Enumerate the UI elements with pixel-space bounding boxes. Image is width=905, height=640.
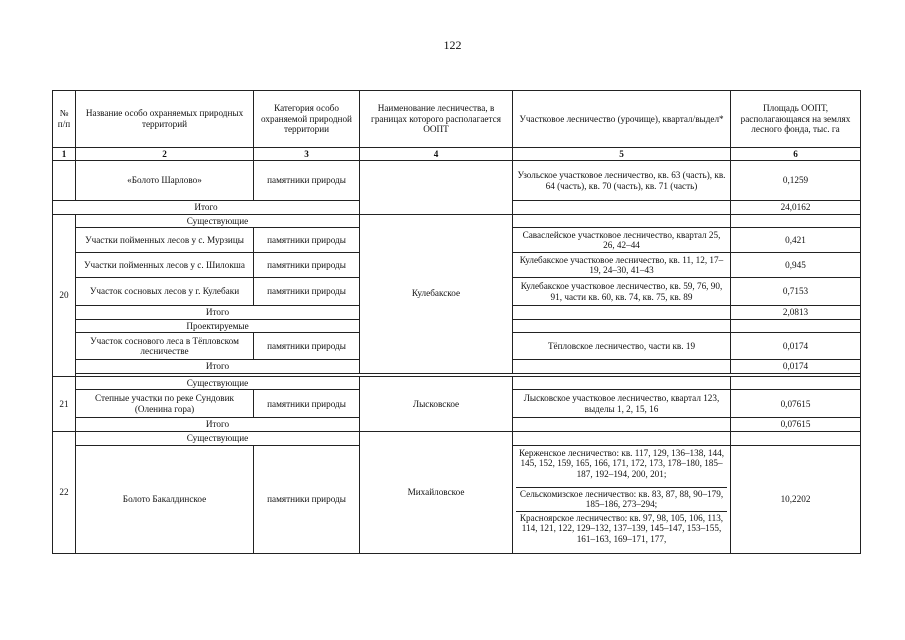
section-row (53, 214, 861, 228)
location-cell (513, 445, 731, 553)
forestry-cell: Михайловское (360, 432, 513, 554)
location-cell (513, 306, 731, 320)
column-number: 1 (53, 148, 76, 161)
header-area: Площадь ООПТ, располагающаяся на землях лесного фонда, тыс. га (731, 91, 861, 148)
location-cell: Кулебакское участковое лесничество, кв. 59, 76, 90, 91, части кв. 60, кв. 74, кв. 75, кв. 89 (513, 278, 731, 306)
section-row (53, 376, 861, 390)
oopt-name: Степные участки по реке Сундовик (Оленина гора) (76, 390, 254, 418)
location-part: Красноярское лесничество: кв. 97, 98, 105, 106, 113, 114, 121, 122, 129–132, 137–139, 145–147, 153–155, 161–163, 169–171, 177, (519, 512, 724, 544)
location-cell: Узольское участковое лесничество, кв. 63 (часть), кв. 64 (часть), кв. 70 (часть), кв. 71 (часть) (513, 161, 731, 201)
area-cell: 0,7153 (731, 278, 861, 306)
total-area: 0,07615 (731, 418, 861, 432)
oopt-category: памятники природы (254, 228, 360, 253)
oopt-category: памятники природы (254, 278, 360, 306)
location-cell: Саваслейское участковое лесничество, квартал 25, 26, 42–44 (513, 228, 731, 253)
location-cell (513, 319, 731, 333)
column-number: 6 (731, 148, 861, 161)
total-label: Итого (76, 306, 360, 320)
area-cell: 0,945 (731, 253, 861, 278)
header-location: Участковое лесничество (урочище), квартал/выдел* (513, 91, 731, 148)
total-label: Итого (76, 418, 360, 432)
oopt-name: «Болото Шарлово» (76, 161, 254, 201)
location-cell: Тёпловское лесничество, части кв. 19 (513, 333, 731, 360)
oopt-category: памятники природы (254, 253, 360, 278)
location-part: Керженское лесничество: кв. 117, 129, 136–138, 144, 145, 152, 159, 165, 166, 171, 172, 173, 178–180, 185–187, 192–194, 200, 201; (516, 447, 727, 488)
forestry-cell: Лысковское (360, 376, 513, 431)
oopt-table (52, 90, 861, 554)
location-cell (513, 376, 731, 390)
location-part: Сельскомизское лесничество: кв. 83, 87, 88, 90–179, 185–186, 273–294; (516, 488, 727, 512)
oopt-name: Болото Бакалдинское (76, 445, 254, 553)
table-row (53, 161, 861, 201)
location-cell (513, 201, 731, 215)
oopt-name: Участок сосновых лесов у г. Кулебаки (76, 278, 254, 306)
column-number: 5 (513, 148, 731, 161)
oopt-category: памятники природы (254, 161, 360, 201)
area-cell: 0,421 (731, 228, 861, 253)
oopt-name: Участок соснового леса в Тёпловском лесничестве (76, 333, 254, 360)
oopt-name: Участки пойменных лесов у с. Мурзицы (76, 228, 254, 253)
location-cell: Лысковское участковое лесничество, квартал 123, выделы 1, 2, 15, 16 (513, 390, 731, 418)
total-area: 0,0174 (731, 360, 861, 374)
location-cell (513, 432, 731, 446)
column-number: 2 (76, 148, 254, 161)
header-forestry: Наименование лесничества, в границах которого располагается ООПТ (360, 91, 513, 148)
forestry-cell (360, 161, 513, 215)
location-cell: Кулебакское участковое лесничество, кв. 11, 12, 17–19, 24–30, 41–43 (513, 253, 731, 278)
row-num: 21 (53, 376, 76, 431)
area-cell (731, 376, 861, 390)
header-num: № п/п (53, 91, 76, 148)
area-cell (731, 214, 861, 228)
column-number: 3 (254, 148, 360, 161)
total-area: 24,0162 (731, 201, 861, 215)
section-existing: Существующие (76, 214, 360, 228)
section-existing: Существующие (76, 432, 360, 446)
header-name: Название особо охраняемых природных территорий (76, 91, 254, 148)
section-row (53, 432, 861, 446)
area-cell (731, 432, 861, 446)
forestry-cell: Кулебакское (360, 214, 513, 373)
oopt-name: Участки пойменных лесов у с. Шилокша (76, 253, 254, 278)
area-cell (731, 319, 861, 333)
location-cell (513, 214, 731, 228)
row-num: 22 (53, 432, 76, 554)
row-num (53, 161, 76, 201)
location-cell (513, 418, 731, 432)
section-planned: Проектируемые (76, 319, 360, 333)
area-cell: 10,2202 (731, 445, 861, 553)
total-label: Итого (53, 201, 360, 215)
oopt-category: памятники природы (254, 390, 360, 418)
row-num: 20 (53, 214, 76, 376)
total-area: 2,0813 (731, 306, 861, 320)
page-number: 122 (443, 38, 462, 52)
oopt-category: памятники природы (254, 333, 360, 360)
area-cell: 0,07615 (731, 390, 861, 418)
section-existing: Существующие (76, 376, 360, 390)
area-cell: 0,1259 (731, 161, 861, 201)
oopt-category: памятники природы (254, 445, 360, 553)
column-number-row (53, 148, 861, 161)
header-category: Категория особо охраняемой природной территории (254, 91, 360, 148)
location-cell (513, 360, 731, 374)
column-number: 4 (360, 148, 513, 161)
header-row (53, 91, 861, 148)
total-label: Итого (76, 360, 360, 374)
area-cell: 0,0174 (731, 333, 861, 360)
